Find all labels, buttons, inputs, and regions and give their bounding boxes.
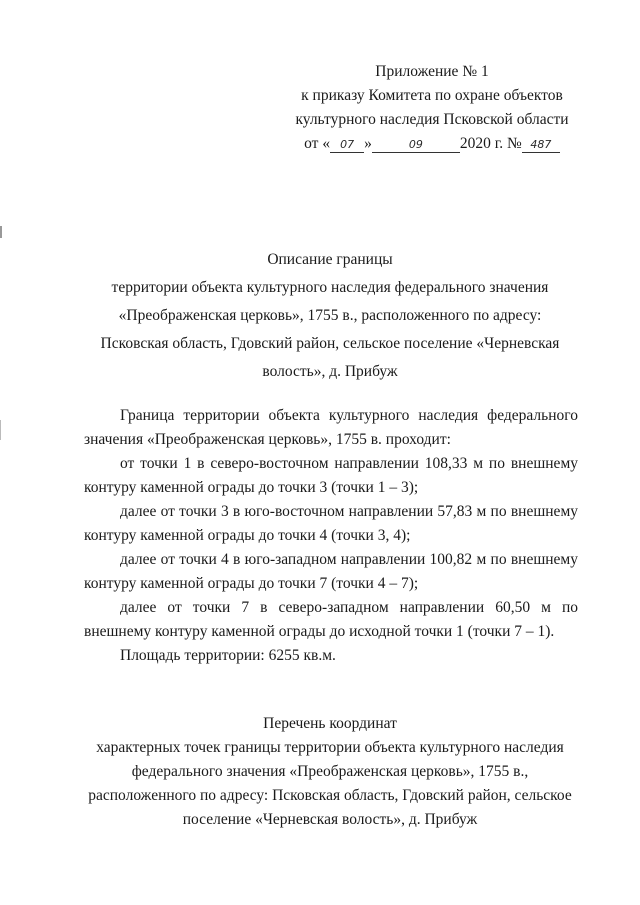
title-line: Перечень координат <box>263 715 397 732</box>
title-line: волость», д. Прибуж <box>262 363 398 380</box>
appendix-title: Приложение № 1 <box>375 63 489 80</box>
paragraph: далее от точки 4 в юго-западном направлении 100,82 м по внешнему контуру каменной ограды до точки 7 (точки 4 – 7); <box>84 551 578 592</box>
title-line: федерального значения «Преображенская церковь», 1755 в., <box>131 763 529 780</box>
margin-mark <box>0 420 1 440</box>
handwritten-day: 07 <box>330 138 364 153</box>
appendix-order-ref: к приказу Комитета по охране объектов <box>301 87 563 104</box>
coordinates-title <box>60 712 600 832</box>
date-prefix: от « <box>304 135 331 152</box>
margin-mark <box>0 226 2 238</box>
title-line: «Преображенская церковь», 1755 в., расположенного по адресу: <box>118 307 542 324</box>
appendix-header <box>282 60 582 156</box>
handwritten-order-number: 487 <box>522 138 560 153</box>
paragraph: Граница территории объекта культурного наследия федерального значения «Преображенская церковь», 1755 в. проходит: <box>84 407 578 448</box>
title-line: поселение «Черневская волость», д. Прибуж <box>182 811 478 828</box>
paragraph: от точки 1 в северо-восточном направлении 108,33 м по внешнему контуру каменной ограды до точки 3 (точки 1 – 3); <box>84 455 578 496</box>
date-mid: » <box>364 135 372 152</box>
date-year: 2020 г. № <box>459 135 522 152</box>
paragraph-area: Площадь территории: 6255 кв.м. <box>120 647 336 664</box>
handwritten-month: 09 <box>372 138 460 153</box>
appendix-date-line <box>282 132 582 156</box>
paragraph: далее от точки 7 в северо-западном направлении 60,50 м по внешнему контуру каменной ограды до исходной точки 1 (точки 7 – 1). <box>84 599 578 640</box>
title-line: характерных точек границы территории объекта культурного наследия <box>96 739 564 756</box>
title-line: территории объекта культурного наследия федерального значения <box>111 279 549 296</box>
paragraph: далее от точки 3 в юго-восточном направлении 57,83 м по внешнему контуру каменной ограды до точки 4 (точки 3, 4); <box>84 503 578 544</box>
title-line: Описание границы <box>267 251 393 268</box>
title-line: расположенного по адресу: Псковская область, Гдовский район, сельское <box>88 787 572 804</box>
boundary-description <box>84 404 578 668</box>
title-line: Псковская область, Гдовский район, сельское поселение «Черневская <box>100 335 560 352</box>
appendix-committee: культурного наследия Псковской области <box>295 111 569 128</box>
document-title <box>60 246 600 386</box>
